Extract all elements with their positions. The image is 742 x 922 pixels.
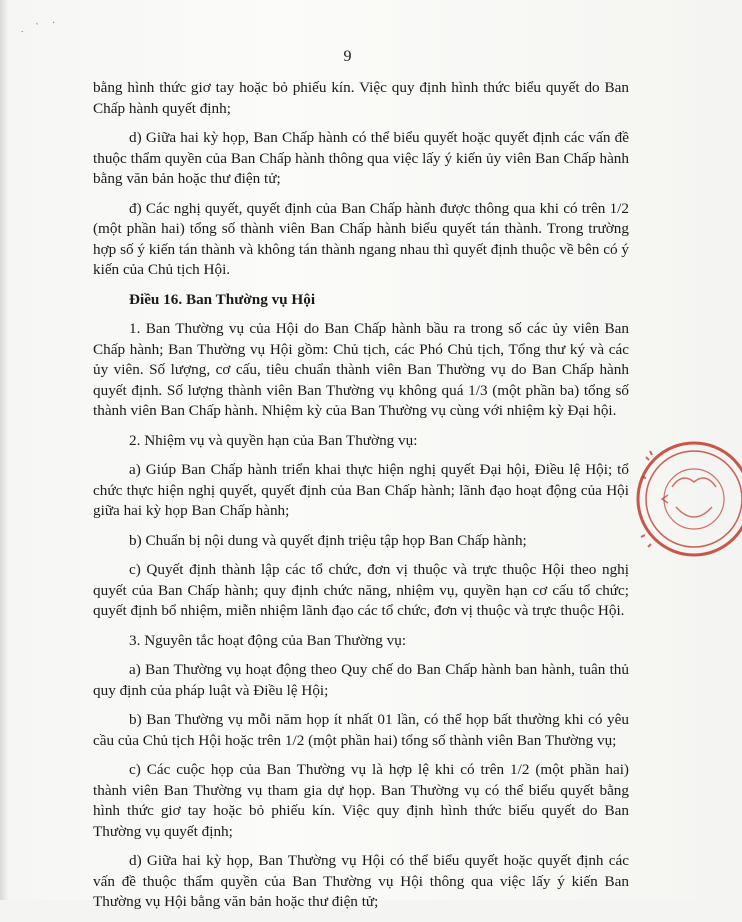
paragraph: a) Giúp Ban Chấp hành triển khai thực hiện nghị quyết Đại hội, Điều lệ Hội; tổ chức thực hiện nghị quyết, quyết định của Ban Chấp hành; lãnh đạo hoạt động của Hội giữa hai kỳ họp Ban Chấp hành;	[93, 461, 629, 519]
paragraph: 3. Nguyên tắc hoạt động của Ban Thường vụ:	[129, 631, 407, 649]
paragraph: d) Giữa hai kỳ họp, Ban Chấp hành có thể biểu quyết hoặc quyết định các vấn đề thuộc thẩm quyền của Ban Chấp hành thông qua việc lấy ý kiến ủy viên Ban Chấp hành bằng văn bản hoặc thư điện tử;	[93, 129, 629, 187]
paragraph: d) Giữa hai kỳ họp, Ban Thường vụ Hội có thể biểu quyết hoặc quyết định các vấn đề thuộc thẩm quyền của Ban Thường vụ Hội thông qua việc lấy ý kiến Ban Thường vụ Hội bằng văn bản hoặc thư điện tử;	[93, 852, 629, 910]
red-seal-stamp	[632, 437, 742, 567]
paragraph: đ) Các nghị quyết, quyết định của Ban Chấp hành được thông qua khi có trên 1/2 (một phần hai) tổng số thành viên Ban Chấp hành biểu quyết tán thành. Trong trường hợp số ý kiến tán thành và không tán thành ngang nhau thì quyết định thuộc về bên có ý kiến của Chủ tịch Hội.	[93, 199, 629, 278]
paragraph: c) Các cuộc họp của Ban Thường vụ là hợp lệ khi có trên 1/2 (một phần hai) thành viên Ban Thường vụ tham gia dự họp. Ban Thường vụ có thể biểu quyết bằng hình thức giơ tay hoặc bỏ phiếu kín. Việc quy định hình thức biểu quyết do Ban Thường vụ quyết định;	[93, 761, 629, 840]
paragraph: 1. Ban Thường vụ của Hội do Ban Chấp hành bầu ra trong số các ủy viên Ban Chấp hành; Ban Thường vụ Hội gồm: Chủ tịch, các Phó Chủ tịch, Tổng thư ký và các ủy viên. Số lượng, cơ cấu, tiêu chuẩn thành viên Ban Thường vụ do Ban Chấp hành quyết định. Số lượng thành viên Ban Thường vụ không quá 1/3 (một phần ba) tổng số thành viên Ban Chấp hành. Nhiệm kỳ của Ban Thường vụ cùng với nhiệm kỳ Đại hội.	[93, 320, 629, 419]
scan-edge-shadow	[0, 0, 8, 900]
paragraph: a) Ban Thường vụ hoạt động theo Quy chế do Ban Chấp hành ban hành, tuân thủ quy định của pháp luật và Điều lệ Hội;	[93, 661, 629, 699]
paragraph: bằng hình thức giơ tay hoặc bỏ phiếu kín. Việc quy định hình thức biểu quyết do Ban Chấp hành quyết định;	[93, 79, 629, 117]
paragraph: b) Ban Thường vụ mỗi năm họp ít nhất 01 lần, có thể họp bất thường khi có yêu cầu của Chủ tịch Hội hoặc trên 1/2 (một phần hai) tổng số thành viên Ban Thường vụ;	[93, 711, 629, 749]
paragraph: 2. Nhiệm vụ và quyền hạn của Ban Thường vụ:	[129, 431, 418, 449]
scan-specks: . ' ·	[19, 15, 62, 35]
document-body	[93, 78, 629, 922]
paragraph: b) Chuẩn bị nội dung và quyết định triệu tập họp Ban Chấp hành;	[129, 531, 527, 549]
paragraph: c) Quyết định thành lập các tổ chức, đơn vị thuộc và trực thuộc Hội theo nghị quyết của Ban Chấp hành; quy định chức năng, nhiệm vụ, quyền hạn cơ cấu tổ chức; quyết định bổ nhiệm, miễn nhiệm lãnh đạo các tổ chức, đơn vị thuộc và trực thuộc Hội.	[93, 561, 629, 619]
article-heading: Điều 16. Ban Thường vụ Hội	[129, 290, 316, 308]
page-number: 9	[343, 48, 352, 65]
